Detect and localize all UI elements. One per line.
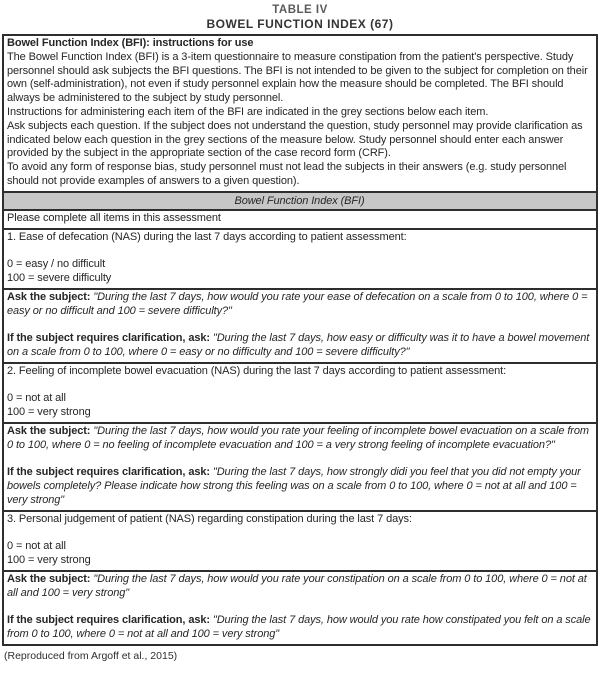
page-title: [0, 0, 600, 32]
blank-line: [7, 453, 592, 467]
item-3-anchor-low: 0 = not at all: [7, 540, 66, 553]
item-1-question-cell: [4, 228, 596, 288]
table-number: TABLE IV: [272, 4, 328, 16]
table-title: BOWEL FUNCTION INDEX (67): [206, 17, 394, 31]
clarify-text: "During the last 7 days, how easy or difficulty was it to have a bowel movement on a scale from 0 to 100, where 0 = easy or no difficulty and 100 = severe difficulty?": [7, 332, 590, 358]
item-2-anchor-low: 0 = not at all: [7, 392, 66, 405]
ask-text: "During the last 7 days, how would you rate your ease of defecation on a scale from 0 to 100, where 0 = easy or no difficult and 100 = severe difficulty?": [7, 290, 588, 317]
item-1-clarify: [7, 332, 592, 360]
item-1-ask: [7, 291, 592, 319]
item-3-instructions-cell: [4, 570, 596, 644]
intro-paragraph-1: The Bowel Function Index (BFI) is a 3-item questionnaire to measure constipation from the patient's perspective. Study personnel should ask subjects the BFI questions. The BFI is not intended to be given to the subject for completion on their own (self-administration), not even if study personnel explain how the measure should be completed. The BFI should always be administered to the subject by study personnel.: [7, 50, 588, 105]
clarify-label: If the subject requires clarification, ask:: [7, 332, 210, 345]
blank-line: [7, 600, 592, 614]
clarify-text: "During the last 7 days, how would you rate how constipated you felt on a scale from 0 to 100, where 0 = not at all and 100 = very strong": [7, 614, 591, 641]
item-3-ask: [7, 573, 592, 601]
item-3-anchor-high: 100 = very strong: [7, 554, 91, 567]
source-attribution: (Reproduced from Argoff et al., 2015): [4, 649, 178, 662]
item-2-anchor-high: 100 = very strong: [7, 406, 91, 419]
item-2-question-cell: [4, 362, 596, 422]
item-2-clarify: [7, 466, 592, 507]
item-2-instructions-cell: [4, 422, 596, 510]
item-3-question: 3. Personal judgement of patient (NAS) regarding constipation during the last 7 days:: [7, 512, 412, 525]
ask-text: "During the last 7 days, how would you rate your constipation on a scale from 0 to 100, where 0 = not at all and 100 = very strong": [7, 572, 587, 599]
item-3-question-cell: [4, 510, 596, 570]
item-2-ask: [7, 425, 592, 453]
ask-label: Ask the subject:: [7, 424, 91, 437]
item-1-anchor-low: 0 = easy / no difficult: [7, 258, 106, 271]
ask-label: Ask the subject:: [7, 290, 91, 303]
instruction-row: Please complete all items in this assessment: [4, 209, 596, 228]
intro-cell: [4, 36, 596, 191]
blank-line: [7, 244, 592, 258]
clarify-label: If the subject requires clarification, ask:: [7, 466, 210, 479]
intro-heading: Bowel Function Index (BFI): instructions for use: [7, 37, 254, 49]
item-1-anchor-high: 100 = severe difficulty: [7, 271, 112, 284]
item-2-question: 2. Feeling of incomplete bowel evacuation (NAS) during the last 7 days according to patient assessment:: [7, 364, 507, 377]
blank-line: [7, 527, 592, 541]
blank-line: [7, 318, 592, 332]
item-1-instructions-cell: [4, 288, 596, 362]
intro-paragraph-2: Instructions for administering each item of the BFI are indicated in the grey sections below each item.: [7, 105, 489, 118]
ask-label: Ask the subject:: [7, 572, 91, 585]
clarify-text: "During the last 7 days, how strongly didi you feel that you did not empty your bowels completely? Please indicate how strong this feeling was on a scale from 0 to 100, where 0 = not at all and 100 = very strong": [7, 466, 581, 506]
section-header-band: Bowel Function Index (BFI): [4, 191, 596, 209]
item-3-clarify: [7, 614, 592, 642]
intro-paragraph-4: To avoid any form of response bias, study personnel must not lead the subjects in their answers (e.g. study personnel should not provide examples of answers to a given question).: [7, 161, 567, 187]
intro-paragraph-3: Ask subjects each question. If the subject does not understand the question, study personnel may provide clarification as indicated below each question in the grey sections of the measure below. Study personnel should enter each answer provided by the subject in the appropriate section of the case record form (CRF).: [7, 119, 583, 160]
ask-text: "During the last 7 days, how would you rate your feeling of incomplete bowel evacuation on a scale from 0 to 100, where 0 = no feeling of incomplete evacuation and 100 = a very strong feeling of incomplete evacuation?": [7, 424, 589, 451]
item-1-question: 1. Ease of defecation (NAS) during the last 7 days according to patient assessment:: [7, 230, 407, 243]
bfi-table: [2, 34, 598, 646]
clarify-label: If the subject requires clarification, ask:: [7, 614, 210, 627]
blank-line: [7, 379, 592, 393]
